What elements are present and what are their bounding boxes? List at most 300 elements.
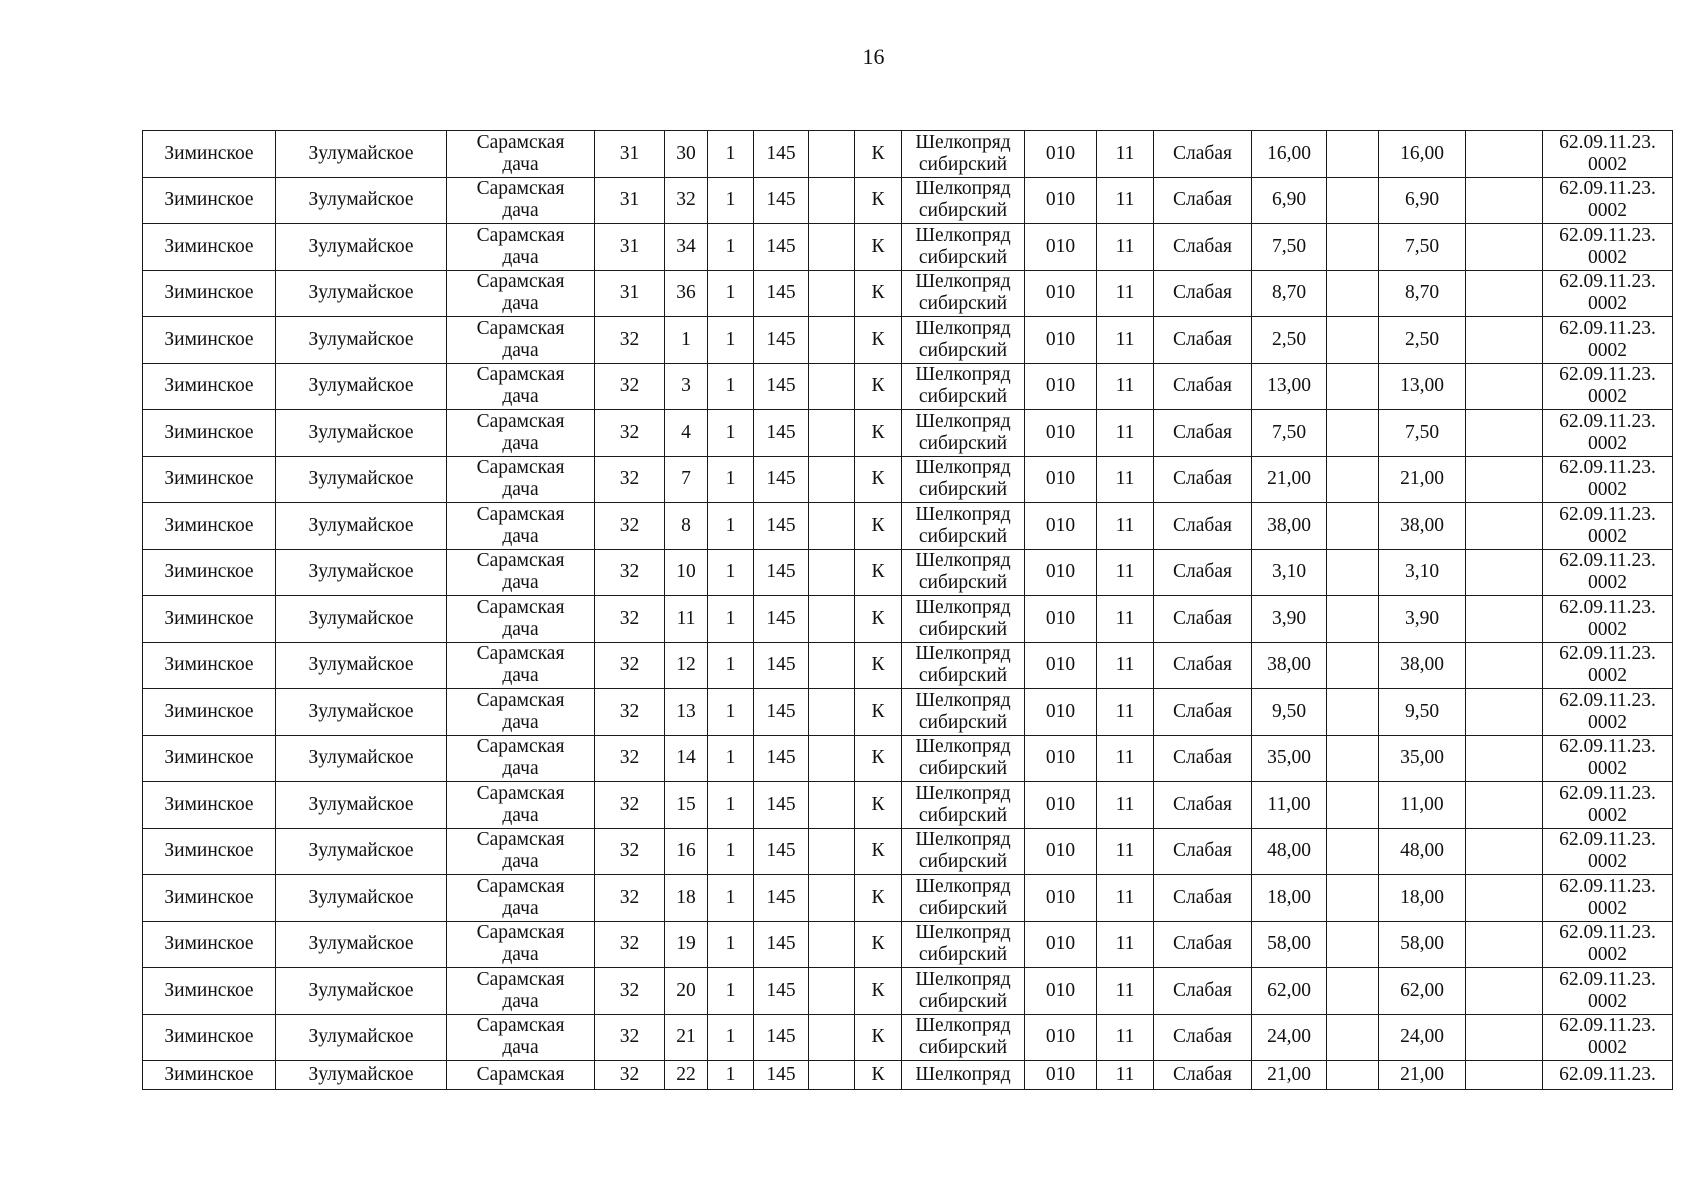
area-cell: 7,50 — [1252, 224, 1327, 271]
reference-cell-line: 62.09.11.23. — [1559, 271, 1656, 293]
empty-cell — [1327, 921, 1379, 968]
number-cell: 11 — [1097, 642, 1154, 689]
plot-cell: 13 — [665, 689, 708, 736]
empty-cell — [809, 782, 855, 829]
degree-cell: Слабая — [1154, 549, 1252, 596]
empty-cell — [809, 317, 855, 364]
number-cell: 1 — [708, 642, 754, 689]
dacha-cell — [447, 596, 595, 643]
table-row — [143, 131, 1673, 178]
number-cell: 145 — [754, 828, 809, 875]
empty-cell — [809, 968, 855, 1015]
empty-cell — [809, 177, 855, 224]
pest-cell — [902, 689, 1025, 736]
empty-cell — [1466, 177, 1543, 224]
dacha-cell-line: Сарамская — [476, 1064, 565, 1085]
district-cell: Зулумайское — [276, 596, 447, 643]
number-cell: 1 — [708, 456, 754, 503]
pest-cell-line: Шелкопряд — [915, 410, 1011, 432]
forestry-cell: Зиминское — [143, 782, 276, 829]
reference-cell-line: 62.09.11.23. — [1559, 178, 1656, 200]
plot-cell: 21 — [665, 1014, 708, 1061]
species-cell: К — [855, 549, 902, 596]
empty-cell — [1466, 1014, 1543, 1061]
number-cell: 1 — [708, 782, 754, 829]
code-cell: 010 — [1025, 596, 1097, 643]
pest-cell-line: сибирский — [918, 572, 1008, 594]
area-cell: 18,00 — [1379, 875, 1466, 922]
area-cell: 18,00 — [1252, 875, 1327, 922]
dacha-cell-line: Сарамская — [476, 736, 565, 758]
table-row — [143, 317, 1673, 364]
species-cell: К — [855, 224, 902, 271]
pest-cell — [902, 1061, 1025, 1090]
table-row — [143, 596, 1673, 643]
number-cell: 11 — [1097, 549, 1154, 596]
pest-cell-line: Шелкопряд — [915, 457, 1011, 479]
pest-cell — [902, 177, 1025, 224]
pest-cell — [902, 782, 1025, 829]
dacha-cell-line: Сарамская — [476, 875, 565, 897]
dacha-cell — [447, 1014, 595, 1061]
district-cell: Зулумайское — [276, 1014, 447, 1061]
empty-cell — [809, 270, 855, 317]
reference-cell-line: 62.09.11.23. — [1559, 922, 1656, 944]
forestry-cell: Зиминское — [143, 270, 276, 317]
quarter-cell: 31 — [595, 177, 665, 224]
number-cell: 1 — [708, 503, 754, 550]
degree-cell: Слабая — [1154, 828, 1252, 875]
empty-cell — [1466, 317, 1543, 364]
district-cell: Зулумайское — [276, 503, 447, 550]
dacha-cell-line: дача — [502, 804, 539, 826]
area-cell: 2,50 — [1379, 317, 1466, 364]
empty-cell — [1466, 735, 1543, 782]
area-cell: 38,00 — [1252, 642, 1327, 689]
number-cell: 1 — [708, 224, 754, 271]
empty-cell — [809, 1014, 855, 1061]
district-cell: Зулумайское — [276, 131, 447, 178]
empty-cell — [1327, 968, 1379, 1015]
pest-cell — [902, 921, 1025, 968]
species-cell: К — [855, 735, 902, 782]
pest-cell-line: сибирский — [918, 851, 1008, 873]
degree-cell: Слабая — [1154, 1014, 1252, 1061]
quarter-cell: 32 — [595, 921, 665, 968]
number-cell: 11 — [1097, 503, 1154, 550]
code-cell: 010 — [1025, 503, 1097, 550]
code-cell: 010 — [1025, 317, 1097, 364]
area-cell: 38,00 — [1252, 503, 1327, 550]
reference-cell — [1543, 131, 1673, 178]
dacha-cell-line: Сарамская — [476, 503, 565, 525]
empty-cell — [1327, 1014, 1379, 1061]
number-cell: 145 — [754, 968, 809, 1015]
plot-cell: 12 — [665, 642, 708, 689]
forestry-cell: Зиминское — [143, 1061, 276, 1090]
area-cell: 38,00 — [1379, 503, 1466, 550]
quarter-cell: 32 — [595, 549, 665, 596]
district-cell: Зулумайское — [276, 921, 447, 968]
dacha-cell-line: дача — [502, 153, 539, 175]
reference-cell — [1543, 270, 1673, 317]
area-cell: 21,00 — [1252, 456, 1327, 503]
quarter-cell: 31 — [595, 131, 665, 178]
forestry-cell: Зиминское — [143, 317, 276, 364]
pest-cell-line: Шелкопряд — [915, 1064, 1011, 1085]
code-cell: 010 — [1025, 549, 1097, 596]
plot-cell: 14 — [665, 735, 708, 782]
reference-cell-line: 0002 — [1588, 246, 1627, 268]
dacha-cell-line: Сарамская — [476, 968, 565, 990]
reference-cell — [1543, 177, 1673, 224]
quarter-cell: 32 — [595, 410, 665, 457]
species-cell: К — [855, 782, 902, 829]
dacha-cell-line: Сарамская — [476, 224, 565, 246]
forestry-cell: Зиминское — [143, 642, 276, 689]
pest-cell-line: Шелкопряд — [915, 364, 1011, 386]
species-cell: К — [855, 596, 902, 643]
species-cell: К — [855, 875, 902, 922]
pest-cell-line: Шелкопряд — [915, 968, 1011, 990]
forestry-cell: Зиминское — [143, 968, 276, 1015]
empty-cell — [1466, 921, 1543, 968]
pest-cell-line: сибирский — [918, 200, 1008, 222]
reference-cell-line: 62.09.11.23. — [1559, 643, 1656, 665]
district-cell: Зулумайское — [276, 317, 447, 364]
reference-cell-line: 62.09.11.23. — [1559, 689, 1656, 711]
area-cell: 11,00 — [1379, 782, 1466, 829]
district-cell: Зулумайское — [276, 177, 447, 224]
quarter-cell: 32 — [595, 596, 665, 643]
forestry-cell: Зиминское — [143, 456, 276, 503]
number-cell: 11 — [1097, 1061, 1154, 1090]
reference-cell — [1543, 828, 1673, 875]
reference-cell — [1543, 921, 1673, 968]
plot-cell: 20 — [665, 968, 708, 1015]
reference-cell-line: 0002 — [1588, 200, 1627, 222]
empty-cell — [1327, 177, 1379, 224]
empty-cell — [1327, 596, 1379, 643]
forestry-cell: Зиминское — [143, 875, 276, 922]
forestry-cell: Зиминское — [143, 735, 276, 782]
species-cell: К — [855, 1061, 902, 1090]
area-cell: 48,00 — [1252, 828, 1327, 875]
number-cell: 1 — [708, 968, 754, 1015]
reference-cell-line: 0002 — [1588, 758, 1627, 780]
number-cell: 145 — [754, 456, 809, 503]
quarter-cell: 32 — [595, 782, 665, 829]
dacha-cell — [447, 549, 595, 596]
dacha-cell-line: дача — [502, 851, 539, 873]
number-cell: 145 — [754, 317, 809, 364]
degree-cell: Слабая — [1154, 735, 1252, 782]
reference-cell — [1543, 549, 1673, 596]
forestry-cell: Зиминское — [143, 224, 276, 271]
quarter-cell: 31 — [595, 270, 665, 317]
pest-cell-line: сибирский — [918, 246, 1008, 268]
quarter-cell: 32 — [595, 875, 665, 922]
reference-cell-line: 0002 — [1588, 339, 1627, 361]
reference-cell — [1543, 410, 1673, 457]
number-cell: 11 — [1097, 596, 1154, 643]
pest-cell-line: сибирский — [918, 479, 1008, 501]
plot-cell: 1 — [665, 317, 708, 364]
pest-cell — [902, 828, 1025, 875]
degree-cell: Слабая — [1154, 689, 1252, 736]
pest-cell-line: сибирский — [918, 944, 1008, 966]
number-cell: 145 — [754, 1061, 809, 1090]
pest-cell-line: сибирский — [918, 990, 1008, 1012]
quarter-cell: 32 — [595, 642, 665, 689]
dacha-cell — [447, 1061, 595, 1090]
empty-cell — [1327, 689, 1379, 736]
forestry-cell: Зиминское — [143, 177, 276, 224]
district-cell: Зулумайское — [276, 549, 447, 596]
district-cell: Зулумайское — [276, 968, 447, 1015]
species-cell: К — [855, 1014, 902, 1061]
dacha-cell-line: дача — [502, 1037, 539, 1059]
number-cell: 145 — [754, 642, 809, 689]
degree-cell: Слабая — [1154, 503, 1252, 550]
reference-cell — [1543, 363, 1673, 410]
reference-cell — [1543, 875, 1673, 922]
reference-cell-line: 0002 — [1588, 990, 1627, 1012]
empty-cell — [1466, 596, 1543, 643]
code-cell: 010 — [1025, 131, 1097, 178]
pest-cell-line: сибирский — [918, 293, 1008, 315]
plot-cell: 36 — [665, 270, 708, 317]
species-cell: К — [855, 410, 902, 457]
pest-cell-line: сибирский — [918, 711, 1008, 733]
number-cell: 11 — [1097, 270, 1154, 317]
area-cell: 2,50 — [1252, 317, 1327, 364]
table-row — [143, 549, 1673, 596]
empty-cell — [1327, 224, 1379, 271]
degree-cell: Слабая — [1154, 875, 1252, 922]
dacha-cell-line: Сарамская — [476, 131, 565, 153]
area-cell: 24,00 — [1379, 1014, 1466, 1061]
species-cell: К — [855, 921, 902, 968]
reference-cell-line: 62.09.11.23. — [1559, 968, 1656, 990]
code-cell: 010 — [1025, 782, 1097, 829]
empty-cell — [1327, 828, 1379, 875]
area-cell: 9,50 — [1379, 689, 1466, 736]
table-row — [143, 224, 1673, 271]
area-cell: 21,00 — [1252, 1061, 1327, 1090]
quarter-cell: 32 — [595, 317, 665, 364]
pest-cell-line: сибирский — [918, 618, 1008, 640]
pest-cell-line: Шелкопряд — [915, 922, 1011, 944]
degree-cell: Слабая — [1154, 642, 1252, 689]
quarter-cell: 32 — [595, 689, 665, 736]
dacha-cell-line: дача — [502, 432, 539, 454]
plot-cell: 3 — [665, 363, 708, 410]
area-cell: 8,70 — [1379, 270, 1466, 317]
code-cell: 010 — [1025, 456, 1097, 503]
code-cell: 010 — [1025, 363, 1097, 410]
species-cell: К — [855, 968, 902, 1015]
plot-cell: 19 — [665, 921, 708, 968]
dacha-cell-line: дача — [502, 339, 539, 361]
dacha-cell — [447, 410, 595, 457]
number-cell: 145 — [754, 596, 809, 643]
empty-cell — [809, 131, 855, 178]
pest-cell-line: сибирский — [918, 665, 1008, 687]
degree-cell: Слабая — [1154, 270, 1252, 317]
forestry-cell: Зиминское — [143, 549, 276, 596]
empty-cell — [809, 642, 855, 689]
area-cell: 8,70 — [1252, 270, 1327, 317]
number-cell: 145 — [754, 735, 809, 782]
degree-cell: Слабая — [1154, 131, 1252, 178]
area-cell: 7,50 — [1379, 224, 1466, 271]
dacha-cell-line: дача — [502, 711, 539, 733]
forestry-cell: Зиминское — [143, 363, 276, 410]
number-cell: 1 — [708, 177, 754, 224]
plot-cell: 32 — [665, 177, 708, 224]
forestry-cell: Зиминское — [143, 921, 276, 968]
empty-cell — [1466, 875, 1543, 922]
table-row — [143, 921, 1673, 968]
code-cell: 010 — [1025, 410, 1097, 457]
empty-cell — [809, 735, 855, 782]
empty-cell — [809, 363, 855, 410]
table-row — [143, 875, 1673, 922]
pest-cell — [902, 875, 1025, 922]
table-row — [143, 689, 1673, 736]
plot-cell: 22 — [665, 1061, 708, 1090]
reference-cell — [1543, 735, 1673, 782]
number-cell: 11 — [1097, 735, 1154, 782]
degree-cell: Слабая — [1154, 363, 1252, 410]
plot-cell: 11 — [665, 596, 708, 643]
dacha-cell-line: Сарамская — [476, 457, 565, 479]
empty-cell — [1327, 642, 1379, 689]
forestry-cell: Зиминское — [143, 689, 276, 736]
number-cell: 11 — [1097, 782, 1154, 829]
reference-cell-line: 0002 — [1588, 293, 1627, 315]
dacha-cell — [447, 456, 595, 503]
plot-cell: 18 — [665, 875, 708, 922]
empty-cell — [1327, 131, 1379, 178]
number-cell: 11 — [1097, 456, 1154, 503]
dacha-cell — [447, 735, 595, 782]
quarter-cell: 31 — [595, 224, 665, 271]
table-body — [143, 131, 1673, 1090]
quarter-cell: 32 — [595, 828, 665, 875]
table-row — [143, 828, 1673, 875]
reference-cell-line: 62.09.11.23. — [1559, 317, 1656, 339]
dacha-cell-line: Сарамская — [476, 317, 565, 339]
forestry-cell: Зиминское — [143, 503, 276, 550]
area-cell: 35,00 — [1252, 735, 1327, 782]
empty-cell — [1466, 828, 1543, 875]
area-cell: 9,50 — [1252, 689, 1327, 736]
empty-cell — [1466, 642, 1543, 689]
degree-cell: Слабая — [1154, 410, 1252, 457]
dacha-cell — [447, 689, 595, 736]
empty-cell — [1466, 503, 1543, 550]
quarter-cell: 32 — [595, 503, 665, 550]
number-cell: 145 — [754, 131, 809, 178]
number-cell: 11 — [1097, 875, 1154, 922]
table-row — [143, 642, 1673, 689]
empty-cell — [1466, 363, 1543, 410]
area-cell: 11,00 — [1252, 782, 1327, 829]
area-cell: 38,00 — [1379, 642, 1466, 689]
area-cell: 48,00 — [1379, 828, 1466, 875]
table-row — [143, 735, 1673, 782]
number-cell: 145 — [754, 1014, 809, 1061]
pest-cell-line: Шелкопряд — [915, 689, 1011, 711]
pest-cell — [902, 363, 1025, 410]
area-cell: 3,90 — [1379, 596, 1466, 643]
reference-cell-line: 62.09.11.23. — [1559, 364, 1656, 386]
pest-cell-line: Шелкопряд — [915, 1015, 1011, 1037]
code-cell: 010 — [1025, 735, 1097, 782]
empty-cell — [809, 224, 855, 271]
empty-cell — [1327, 317, 1379, 364]
species-cell: К — [855, 456, 902, 503]
code-cell: 010 — [1025, 642, 1097, 689]
dacha-cell-line: дача — [502, 386, 539, 408]
code-cell: 010 — [1025, 1014, 1097, 1061]
dacha-cell — [447, 317, 595, 364]
reference-cell-line: 0002 — [1588, 386, 1627, 408]
number-cell: 1 — [708, 1014, 754, 1061]
empty-cell — [1327, 875, 1379, 922]
area-cell: 62,00 — [1252, 968, 1327, 1015]
degree-cell: Слабая — [1154, 456, 1252, 503]
dacha-cell-line: Сарамская — [476, 410, 565, 432]
district-cell: Зулумайское — [276, 410, 447, 457]
number-cell: 145 — [754, 363, 809, 410]
reference-cell-line: 62.09.11.23. — [1559, 875, 1656, 897]
number-cell: 145 — [754, 177, 809, 224]
pest-cell — [902, 968, 1025, 1015]
empty-cell — [1327, 782, 1379, 829]
pest-cell — [902, 410, 1025, 457]
dacha-cell — [447, 782, 595, 829]
pest-cell-line: сибирский — [918, 1037, 1008, 1059]
quarter-cell: 32 — [595, 363, 665, 410]
pest-cell-line: сибирский — [918, 758, 1008, 780]
reference-cell — [1543, 1061, 1673, 1090]
table-row — [143, 503, 1673, 550]
number-cell: 145 — [754, 921, 809, 968]
degree-cell: Слабая — [1154, 921, 1252, 968]
reference-cell-line: 62.09.11.23. — [1559, 782, 1656, 804]
number-cell: 1 — [708, 735, 754, 782]
area-cell: 7,50 — [1379, 410, 1466, 457]
number-cell: 1 — [708, 921, 754, 968]
reference-cell — [1543, 642, 1673, 689]
area-cell: 13,00 — [1252, 363, 1327, 410]
empty-cell — [809, 828, 855, 875]
pest-cell — [902, 503, 1025, 550]
pest-cell-line: Шелкопряд — [915, 178, 1011, 200]
empty-cell — [1466, 968, 1543, 1015]
code-cell: 010 — [1025, 921, 1097, 968]
number-cell: 11 — [1097, 317, 1154, 364]
reference-cell-line: 0002 — [1588, 572, 1627, 594]
dacha-cell-line: дача — [502, 618, 539, 640]
table-row — [143, 968, 1673, 1015]
degree-cell: Слабая — [1154, 596, 1252, 643]
number-cell: 11 — [1097, 1014, 1154, 1061]
pest-cell-line: Шелкопряд — [915, 596, 1011, 618]
